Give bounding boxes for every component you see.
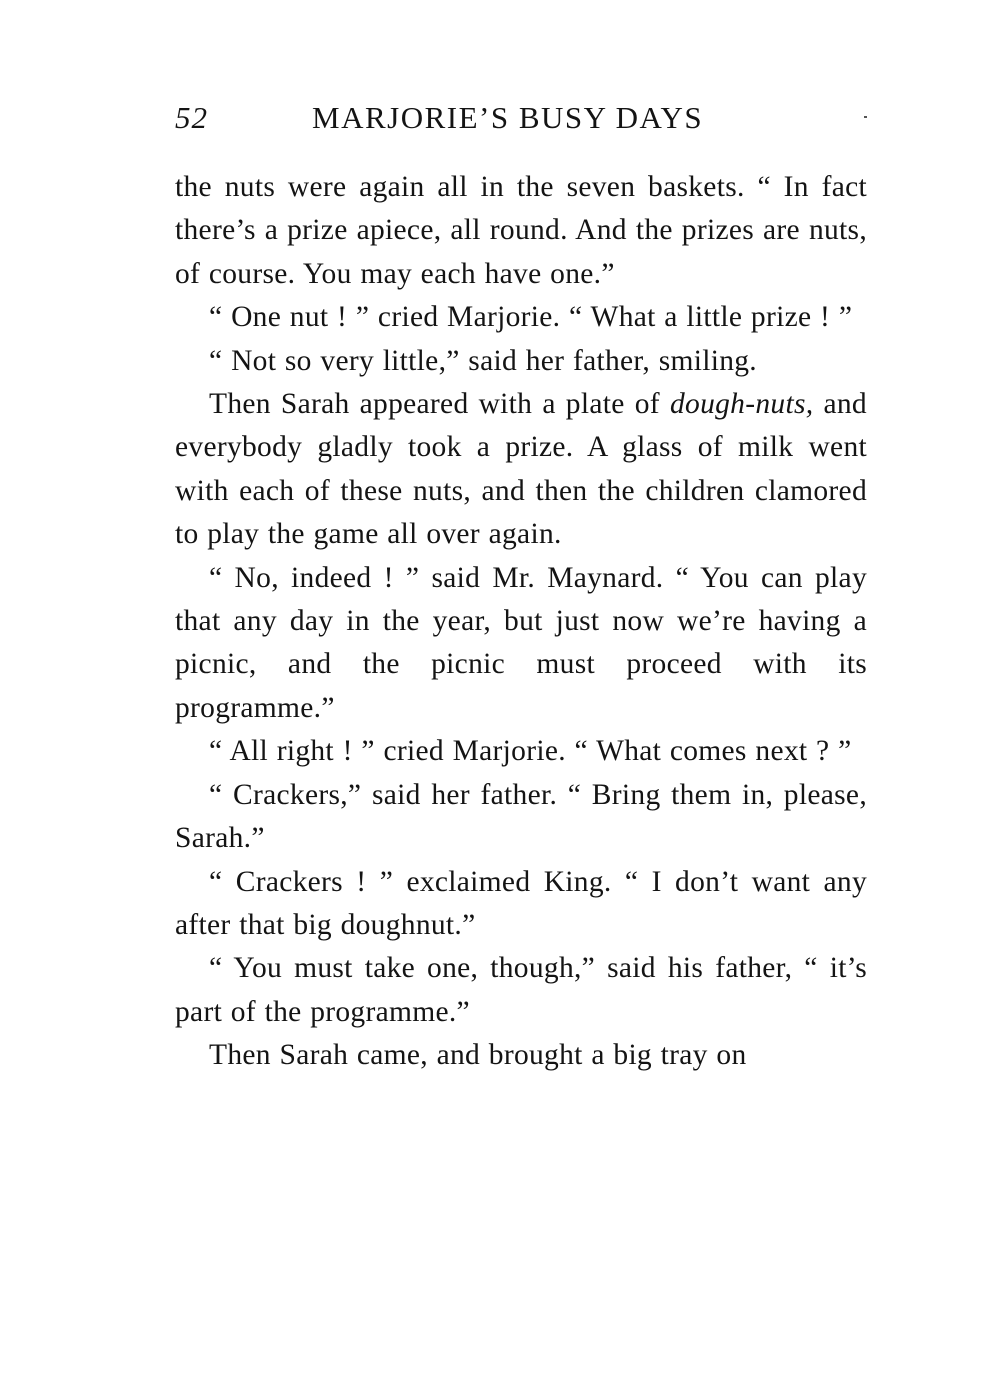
running-head (175, 100, 867, 144)
paragraph: the nuts were again all in the seven baskets. “ In fact there’s a prize apiece, all round. And the prizes are nuts, of course. You may each have one.” (175, 171, 867, 290)
paragraph: Then Sarah came, and brought a big tray on (209, 1039, 747, 1072)
body-text (175, 166, 867, 1078)
italic-word: dough-nuts, (669, 388, 814, 421)
book-title: MARJORIE’S BUSY DAYS (312, 100, 704, 135)
print-speck (864, 116, 867, 118)
paragraph-text: Then Sarah appeared with a plate of (209, 388, 670, 421)
paragraph (175, 383, 867, 557)
paragraph: “ You must take one, though,” said his father, “ it’s part of the programme.” (175, 952, 867, 1028)
paragraph-text: and everybody gladly took a prize. A glass of milk went with each of these nuts, and then the children clamored to play the game all over again. (175, 388, 867, 551)
paragraph: “ All right ! ” cried Marjorie. “ What comes next ? ” (209, 735, 852, 768)
paragraph: “ Crackers,” said her father. “ Bring them in, please, Sarah.” (175, 778, 867, 855)
paragraph: “ No, indeed ! ” said Mr. Maynard. “ You can play that any day in the year, but just now we’re having a picnic, and the picnic must proceed with its programme.” (175, 561, 867, 724)
paragraph: “ One nut ! ” cried Marjorie. “ What a little prize ! ” (209, 301, 853, 334)
paragraph: “ Not so very little,” said her father, smiling. (209, 344, 757, 377)
paragraph: “ Crackers ! ” exclaimed King. “ I don’t want any after that big doughnut.” (175, 865, 867, 941)
page-number: 52 (175, 100, 208, 135)
